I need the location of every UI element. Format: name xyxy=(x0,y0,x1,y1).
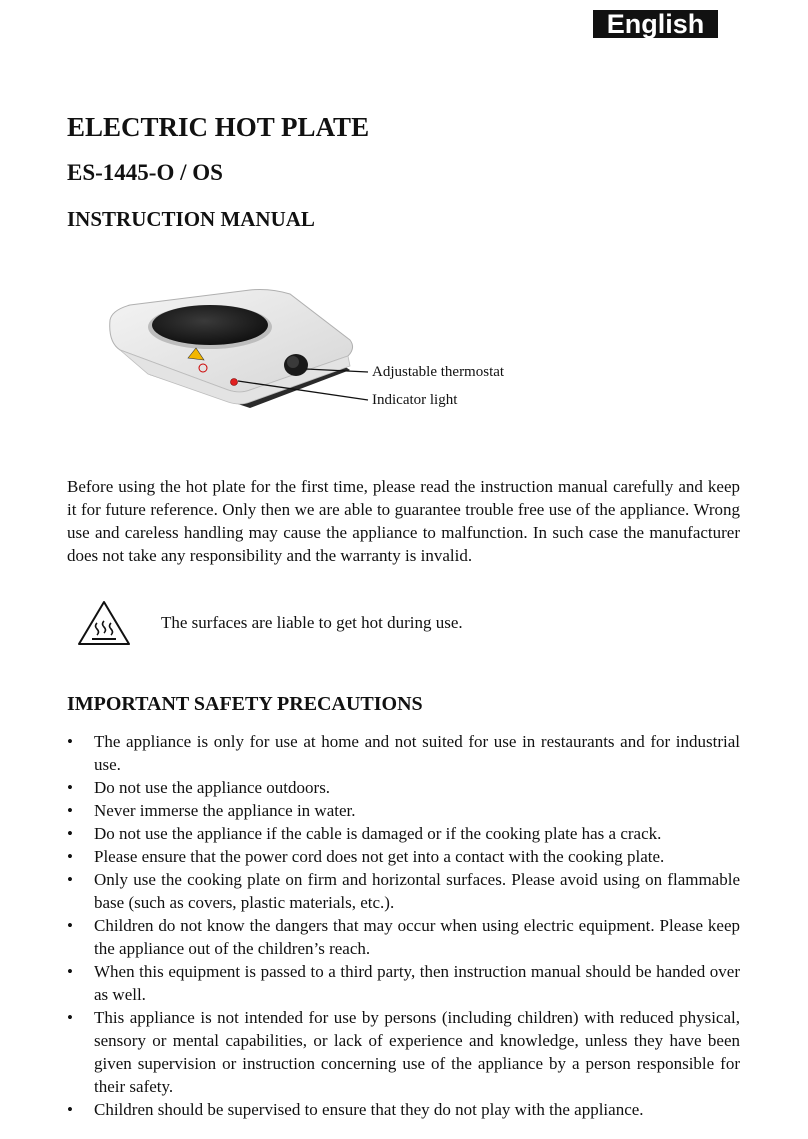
bullet-icon: • xyxy=(67,1008,73,1027)
hot-surface-warning-text: The surfaces are liable to get hot during use. xyxy=(161,613,463,632)
list-item-text: Children do not know the dangers that may occur when using electric equipment. Please keep the appliance out of the children’s reach. xyxy=(94,916,740,958)
hot-plate-image xyxy=(110,290,353,409)
list-item xyxy=(67,822,740,845)
thermostat-label: Adjustable thermostat xyxy=(372,364,505,380)
language-badge: English xyxy=(593,10,718,38)
list-item xyxy=(67,845,740,868)
list-item xyxy=(67,1098,740,1121)
list-item-text: Never immerse the appliance in water. xyxy=(94,801,356,820)
list-item-text: This appliance is not intended for use by persons (including children) with reduced physical, sensory or mental capabilities, or lack of experience and knowledge, unless they have been given supervision or instruction concerning use of the appliance by a person responsible for their safety. xyxy=(94,1008,740,1096)
model-number: ES-1445-O / OS xyxy=(67,160,223,185)
bullet-icon: • xyxy=(67,870,73,889)
list-item xyxy=(67,868,740,914)
list-item-text: Children should be supervised to ensure that they do not play with the appliance. xyxy=(94,1100,644,1119)
bullet-icon: • xyxy=(67,778,73,797)
list-item-text: Do not use the appliance if the cable is damaged or if the cooking plate has a crack. xyxy=(94,824,662,843)
manual-subtitle: INSTRUCTION MANUAL xyxy=(67,207,315,231)
list-item xyxy=(67,776,740,799)
list-item xyxy=(67,960,740,1006)
list-item-text: The appliance is only for use at home and not suited for use in restaurants and for industrial use. xyxy=(94,732,740,774)
bullet-icon: • xyxy=(67,732,73,751)
safety-list xyxy=(67,730,740,1121)
indicator-label: Indicator light xyxy=(372,392,458,408)
document-title: ELECTRIC HOT PLATE xyxy=(67,112,370,142)
list-item-text: Do not use the appliance outdoors. xyxy=(94,778,331,797)
hot-surface-warning-icon xyxy=(76,599,132,647)
list-item xyxy=(67,730,740,776)
intro-paragraph: Before using the hot plate for the first time, please read the instruction manual carefully and keep it for future reference. Only then we are able to guarantee trouble free use of the appliance. Wrong use and careless handling may cause the appliance to malfunction. In such case the manufacturer does not take any responsibility and the warranty is invalid. xyxy=(67,477,740,565)
hot-plate-diagram xyxy=(100,280,520,420)
bullet-icon: • xyxy=(67,1100,73,1119)
list-item-text: Please ensure that the power cord does not get into a contact with the cooking plate. xyxy=(94,847,665,866)
bullet-icon: • xyxy=(67,962,73,981)
bullet-icon: • xyxy=(67,847,73,866)
list-item xyxy=(67,1006,740,1098)
list-item xyxy=(67,799,740,822)
list-item xyxy=(67,914,740,960)
list-item-text: When this equipment is passed to a third party, then instruction manual should be handed over as well. xyxy=(94,962,740,1004)
bullet-icon: • xyxy=(67,824,73,843)
list-item-text: Only use the cooking plate on firm and horizontal surfaces. Please avoid using on flammable base (such as covers, plastic materials, etc.). xyxy=(94,870,740,912)
bullet-icon: • xyxy=(67,916,73,935)
bullet-icon: • xyxy=(67,801,73,820)
safety-heading: IMPORTANT SAFETY PRECAUTIONS xyxy=(67,693,423,715)
